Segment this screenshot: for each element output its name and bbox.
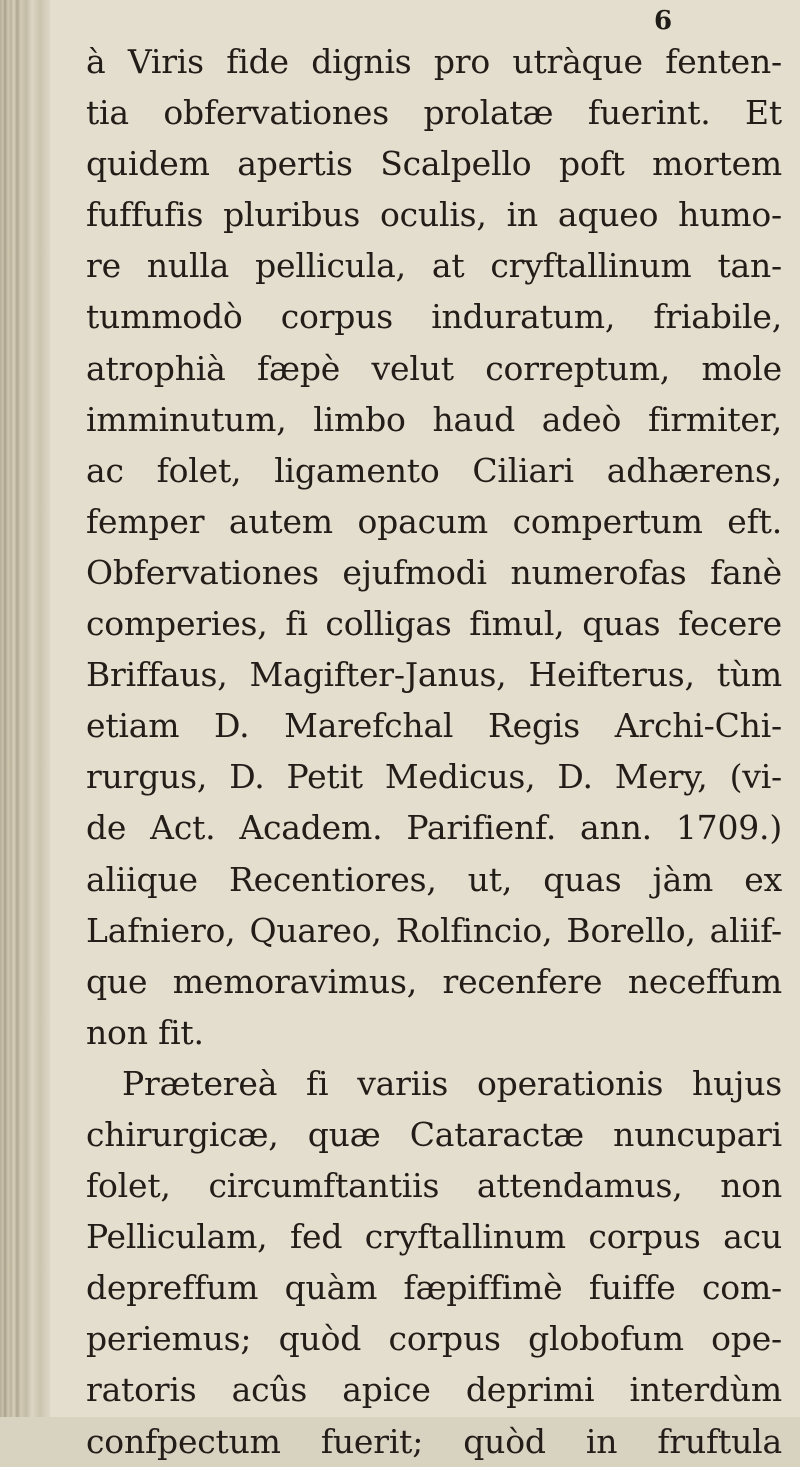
text-line: comperies, fi colligas fimul, quas fecere xyxy=(86,604,782,644)
text-line: imminutum, limbo haud adeò firmiter, xyxy=(86,399,782,439)
text-line: chirurgicæ, quæ Cataractæ nuncupari xyxy=(86,1114,782,1154)
text-line: folet, circumftantiis attendamus, non xyxy=(86,1166,782,1206)
text-line: que memoravimus, recenfere neceffum xyxy=(86,961,782,1001)
text-line: Obfervationes ejufmodi numerofas fanè xyxy=(86,552,782,592)
text-line: depreffum quàm fæpiffimè fuiffe com- xyxy=(86,1268,782,1308)
text-line: femper autem opacum compertum eft. xyxy=(86,501,782,541)
text-line: ratoris acûs apice deprimi interdùm xyxy=(86,1370,782,1410)
text-line: confpectum fuerit; quòd in fruftula xyxy=(86,1421,782,1461)
text-line: fuffufis pluribus oculis, in aqueo humo- xyxy=(86,195,782,235)
text-line: atrophià fæpè velut correptum, mole xyxy=(86,348,782,388)
text-line: Briffaus, Magifter-Janus, Heifterus, tùm xyxy=(86,655,782,695)
text-line: Lafniero, Quareo, Rolfincio, Borello, aliif- xyxy=(86,910,782,950)
text-line: rurgus, D. Petit Medicus, D. Mery, (vi- xyxy=(86,757,782,797)
text-line: tia obfervationes prolatæ fuerint. Et xyxy=(86,93,782,133)
text-line: quidem apertis Scalpello poft mortem xyxy=(86,144,782,184)
page-number: 6 xyxy=(654,6,673,36)
text-line: tummodò corpus induratum, friabile, xyxy=(86,297,782,337)
text-line: non fit. xyxy=(86,1012,204,1052)
text-line: periemus; quòd corpus globofum ope- xyxy=(86,1319,782,1359)
text-line: Prætereà fi variis operationis hujus xyxy=(122,1063,782,1103)
text-line: de Act. Academ. Parifienf. ann. 1709.) xyxy=(86,808,782,848)
text-line: ac folet, ligamento Ciliari adhærens, xyxy=(86,450,782,490)
body-text xyxy=(86,36,782,1467)
text-line: à Viris fide dignis pro utràque fenten- xyxy=(86,42,782,81)
text-line: re nulla pellicula, at cryftallinum tan- xyxy=(86,246,782,286)
text-line: etiam D. Marefchal Regis Archi-Chi- xyxy=(86,706,782,746)
text-line: Pelliculam, fed cryftallinum corpus acu xyxy=(86,1217,782,1257)
book-gutter xyxy=(0,0,50,1417)
text-line: aliique Recentiores, ut, quas jàm ex xyxy=(86,859,782,899)
